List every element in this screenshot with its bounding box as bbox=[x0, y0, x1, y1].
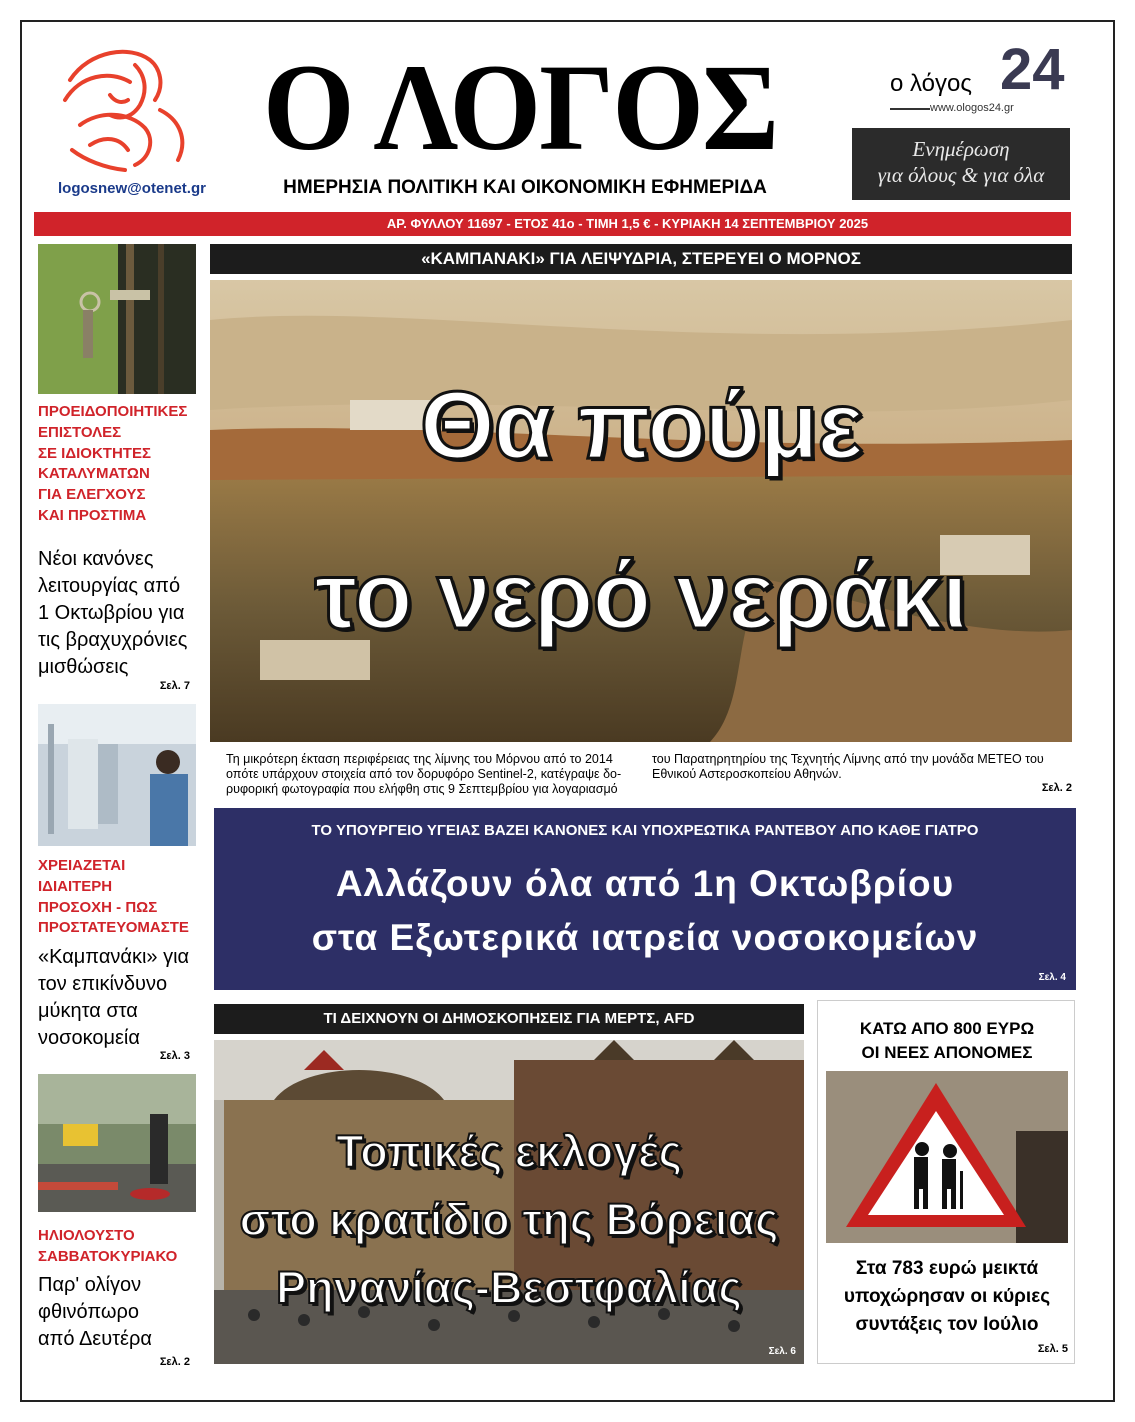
elections-story[interactable] bbox=[214, 1040, 804, 1364]
story1-page-ref: Σελ. 7 bbox=[159, 680, 190, 692]
contact-email[interactable]: logosnew@otenet.gr bbox=[58, 180, 206, 197]
lead-kicker: «ΚΑΜΠΑΝΑΚΙ» ΓΙΑ ΛΕΙΨΥΔΡΙΑ, ΣΤΕΡΕΥΕΙ Ο ΜΟΡΝΟΣ bbox=[210, 244, 1072, 274]
story3-headline-line: Παρ' ολίγον bbox=[38, 1274, 142, 1296]
pension-story[interactable] bbox=[817, 1000, 1075, 1364]
brand24-url[interactable]: www.ologos24.gr bbox=[930, 102, 1014, 114]
mornos-lake-photo bbox=[210, 280, 1072, 742]
story1-headline-line: 1 Οκτωβρίου για bbox=[38, 602, 185, 624]
health-headline-line2: στα Εξωτερικά ιατρεία νοσοκομείων bbox=[311, 917, 979, 958]
pension-heading bbox=[818, 1017, 1076, 1065]
elections-headline-line2: στο κρατίδιο της Βόρειας bbox=[239, 1194, 779, 1245]
tagline-box bbox=[852, 128, 1070, 200]
lead-caption-col2: του Παρατηρητηρίου της Τεχνητής Λίμνης από την μονάδα ΜΕΤΕΟ του Εθνικού Αστεροσκοπείου Αθηνών. bbox=[652, 752, 1044, 781]
story2-headline-line: τον επικίνδυνο bbox=[38, 973, 168, 995]
story2-kicker bbox=[38, 856, 208, 939]
story1-headline-line: τις βραχυχρόνιες bbox=[38, 629, 188, 651]
story2-kicker-line: ΠΡΟΣΤΑΤΕΥΟΜΑΣΤΕ bbox=[38, 919, 189, 937]
keys-door-photo bbox=[38, 244, 196, 394]
story1-headline-line: μισθώσεις bbox=[38, 656, 129, 678]
pension-page-ref: Σελ. 5 bbox=[1037, 1343, 1068, 1355]
story3-headline-line: από Δευτέρα bbox=[38, 1328, 152, 1350]
story1-headline-line: λειτουργίας από bbox=[38, 575, 181, 597]
elections-kicker: ΤΙ ΔΕΙΧΝΟΥΝ ΟΙ ΔΗΜΟΣΚΟΠΗΣΕΙΣ ΓΙΑ ΜΕΡΤΣ, AFD bbox=[214, 1004, 804, 1034]
newspaper-title: Ο ΛΟΓΟΣ bbox=[262, 38, 778, 177]
newspaper-logo-icon bbox=[50, 40, 200, 175]
pension-heading-line1: ΚΑΤΩ ΑΠΟ 800 ΕΥΡΩ bbox=[859, 1019, 1035, 1038]
story1-kicker-line: ΠΡΟΕΙΔΟΠΟΙΗΤΙΚΕΣ bbox=[38, 403, 188, 420]
hospital-photo bbox=[38, 704, 196, 846]
story1-kicker-line: ΕΠΙΣΤΟΛΕΣ bbox=[38, 423, 122, 441]
lead-headline-line2: το νερό νεράκι bbox=[314, 542, 968, 649]
pension-text-line3: συντάξεις τον Ιούλιο bbox=[855, 1314, 1039, 1335]
issue-info-bar: ΑΡ. ΦΥΛΛΟΥ 11697 - ΕΤΟΣ 41ο - ΤΙΜΗ 1,5 € - ΚΥΡΙΑΚΗ 14 ΣΕΠΤΕΜΒΡΙΟΥ 2025 bbox=[34, 212, 1071, 236]
pension-text-line2: υποχώρησαν οι κύριες bbox=[843, 1286, 1051, 1307]
brand24-number: 24 bbox=[1000, 37, 1065, 102]
story1-headline[interactable] bbox=[38, 546, 208, 681]
lead-caption-col1: Τη μικρότερη έκταση περιφέρειας της λίμνης του Μόρνου από το 2014 οπότε υπάρχουν στοιχεία από τον δορυφόρο Sentinel-2, κατέγραψε δο-ρυφορική φωτογραφία που ελήφθη στις 9 Σεπτεμβρίου για λογαριασμό bbox=[226, 752, 622, 796]
lead-page-ref: Σελ. 2 bbox=[1041, 782, 1072, 794]
elderly-warning-sign-icon bbox=[826, 1071, 1068, 1243]
pension-heading-line2: ΟΙ ΝΕΕΣ ΑΠΟΝΟΜΕΣ bbox=[861, 1043, 1033, 1062]
story3-kicker-line: ΗΛΙΟΛΟΥΣΤΟ bbox=[38, 1227, 135, 1244]
story3-page-ref: Σελ. 2 bbox=[159, 1356, 190, 1368]
story1-kicker-line: ΓΙΑ ΕΛΕΓΧΟΥΣ bbox=[38, 486, 146, 504]
story3-kicker-line: ΣΑΒΒΑΤΟΚΥΡΙΑΚΟ bbox=[38, 1247, 178, 1265]
newspaper-subtitle: ΗΜΕΡΗΣΙΑ ΠΟΛΙΤΙΚΗ ΚΑΙ ΟΙΚΟΝΟΜΙΚΗ ΕΦΗΜΕΡΙΔΑ bbox=[283, 177, 767, 198]
story1-kicker-line: ΣΕ ΙΔΙΟΚΤΗΤΕΣ bbox=[38, 444, 151, 462]
brand24-underline bbox=[890, 108, 930, 110]
story2-headline[interactable] bbox=[38, 944, 213, 1052]
pension-text bbox=[818, 1255, 1076, 1339]
lead-headline-line1: Θα πούμε bbox=[420, 372, 862, 479]
story3-headline[interactable] bbox=[38, 1272, 208, 1353]
story2-kicker-line: ΠΡΟΣΟΧΗ - ΠΩΣ bbox=[38, 898, 158, 916]
lead-story[interactable] bbox=[210, 280, 1072, 742]
pension-photo bbox=[826, 1071, 1068, 1243]
elections-page-ref: Σελ. 6 bbox=[768, 1346, 796, 1357]
health-kicker: ΤΟ ΥΠΟΥΡΓΕΙΟ ΥΓΕΙΑΣ ΒΑΖΕΙ ΚΑΝΟΝΕΣ ΚΑΙ ΥΠΟΧΡΕΩΤΙΚΑ ΡΑΝΤΕΒΟΥ ΑΠΟ ΚΑΘΕ ΓΙΑΤΡΟ bbox=[311, 822, 979, 839]
story2-kicker-line: ΙΔΙΑΙΤΕΡΗ bbox=[38, 877, 113, 895]
story2-headline-line: «Καμπανάκι» για bbox=[38, 946, 190, 968]
health-story[interactable] bbox=[214, 808, 1076, 990]
story3-kicker bbox=[38, 1226, 208, 1268]
health-page-ref: Σελ. 4 bbox=[1038, 972, 1066, 983]
elections-headline-line3: Ρηνανίας-Βεστφαλίας bbox=[276, 1262, 742, 1313]
tagline-line2: για όλους & για όλα bbox=[877, 163, 1045, 187]
story2-kicker-line: ΧΡΕΙΑΖΕΤΑΙ bbox=[38, 857, 126, 874]
story1-kicker bbox=[38, 402, 208, 527]
elections-headline-line1: Τοπικές εκλογές bbox=[336, 1126, 682, 1177]
story2-page-ref: Σελ. 3 bbox=[159, 1050, 190, 1062]
story3-headline-line: φθινόπωρο bbox=[38, 1301, 140, 1323]
story1-kicker-line: ΚΑΤΑΛΥΜΑΤΩΝ bbox=[38, 465, 150, 483]
story1-headline-line: Νέοι κανόνες bbox=[38, 548, 154, 570]
rainy-street-photo bbox=[38, 1074, 196, 1212]
pension-text-line1: Στα 783 ευρώ μεικτά bbox=[855, 1258, 1039, 1279]
health-headline-line1: Αλλάζουν όλα από 1η Οκτωβρίου bbox=[335, 863, 955, 904]
ologos24-brand[interactable] bbox=[880, 37, 1080, 120]
brand24-name: ο λόγος bbox=[890, 70, 972, 97]
story2-headline-line: μύκητα στα bbox=[38, 1000, 138, 1022]
tagline-line1: Ενημέρωση bbox=[912, 137, 1010, 161]
story1-kicker-line: ΚΑΙ ΠΡΟΣΤΙΜΑ bbox=[38, 506, 147, 524]
story2-headline-line: νοσοκομεία bbox=[38, 1027, 140, 1049]
